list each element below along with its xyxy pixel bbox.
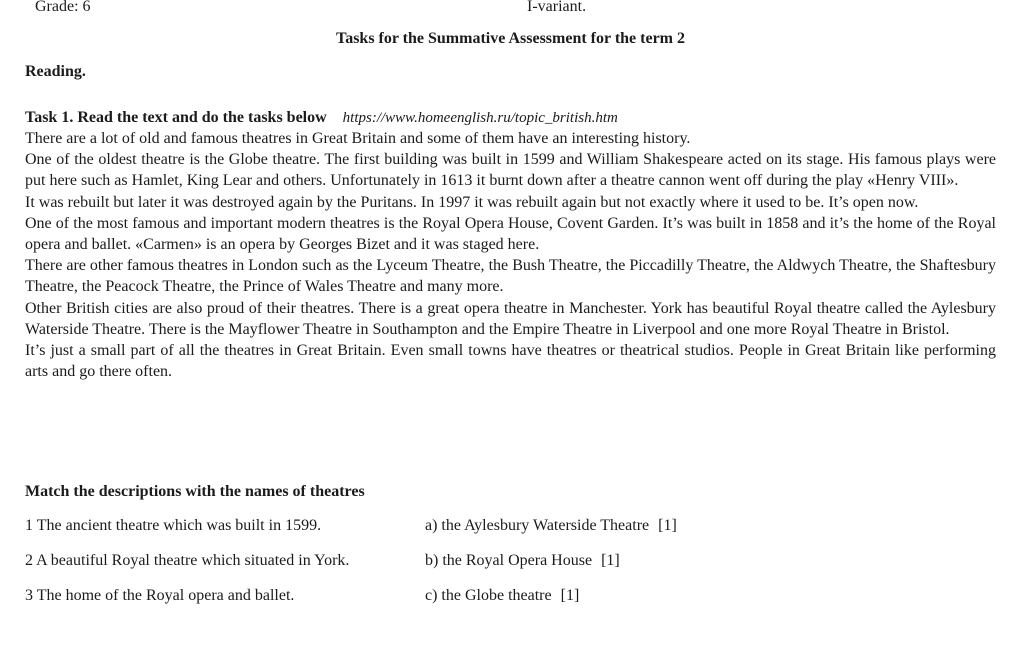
passage-paragraph: There are other famous theatres in London such as the Lyceum Theatre, the Bush Theatre, the Piccadilly Theatre, the Aldwych Theatre, the Shaftesbury Theatre, the Peacock Theatre, the Prince of Wales Theatre and many more.	[25, 257, 996, 296]
passage-paragraph: It’s just a small part of all the theatres in Great Britain. Even small towns have theatres or theatrical studios. People in Great Britain like performing arts and go there often.	[25, 342, 996, 381]
task1-heading	[25, 107, 996, 129]
task1-heading-label: Task 1. Read the text and do the tasks below	[25, 109, 327, 126]
matching-heading: Match the descriptions with the names of theatres	[25, 483, 365, 500]
passage-paragraph: One of the oldest theatre is the Globe theatre. The first building was built in 1599 and William Shakespeare acted on its stage. His famous plays were put here such as Hamlet, King Lear and others. Unfortunately in 1613 it burnt down after a theatre cannon went off during the play «Henry VIII».	[25, 151, 996, 190]
reading-passage	[25, 128, 996, 382]
matching-description: 1 The ancient theatre which was built in 1599.	[25, 517, 322, 534]
matching-row	[25, 515, 996, 536]
page-title: Tasks for the Summative Assessment for the term 2	[335, 30, 685, 47]
matching-mark: [1]	[560, 587, 580, 604]
passage-paragraph: Other British cities are also proud of their theatres. There is a great opera theatre in Manchester. York has beautiful Royal theatre called the Aylesbury Waterside Theatre. There is the Mayflower Theatre in Southampton and the Empire Theatre in Liverpool and one more Royal Theatre in Bristol.	[25, 299, 996, 338]
matching-option: b) the Royal Opera House	[425, 552, 593, 569]
matching-mark: [1]	[601, 552, 620, 569]
matching-description: 3 The home of the Royal opera and ballet.	[25, 587, 295, 604]
passage-paragraph: It was rebuilt but later it was destroyed again by the Puritans. In 1997 it was rebuilt again but not exactly where it used to be. It’s open now.	[25, 193, 919, 211]
matching-exercise	[25, 515, 996, 620]
task1-source-url: https://www.homeenglish.ru/topic_british.htm	[342, 110, 618, 126]
variant-label: I-variant.	[527, 0, 587, 15]
grade-label: Grade: 6	[35, 0, 91, 15]
matching-row	[25, 550, 996, 571]
matching-option: a) the Aylesbury Waterside Theatre	[425, 517, 650, 534]
passage-paragraph: One of the most famous and important modern theatres is the Royal Opera House, Covent Garden. It’s was built in 1858 and it’s the home of the Royal opera and ballet. «Carmen» is an opera by Georges Bizet and it was staged here.	[25, 214, 996, 254]
passage-paragraph: There are a lot of old and famous theatres in Great Britain and some of them have an interesting history.	[25, 130, 691, 147]
matching-option: c) the Globe theatre	[425, 587, 552, 604]
section-reading-label: Reading.	[25, 63, 86, 80]
matching-mark: [1]	[658, 517, 677, 534]
matching-description: 2 A beautiful Royal theatre which situated in York.	[25, 552, 350, 569]
matching-row	[25, 585, 996, 606]
